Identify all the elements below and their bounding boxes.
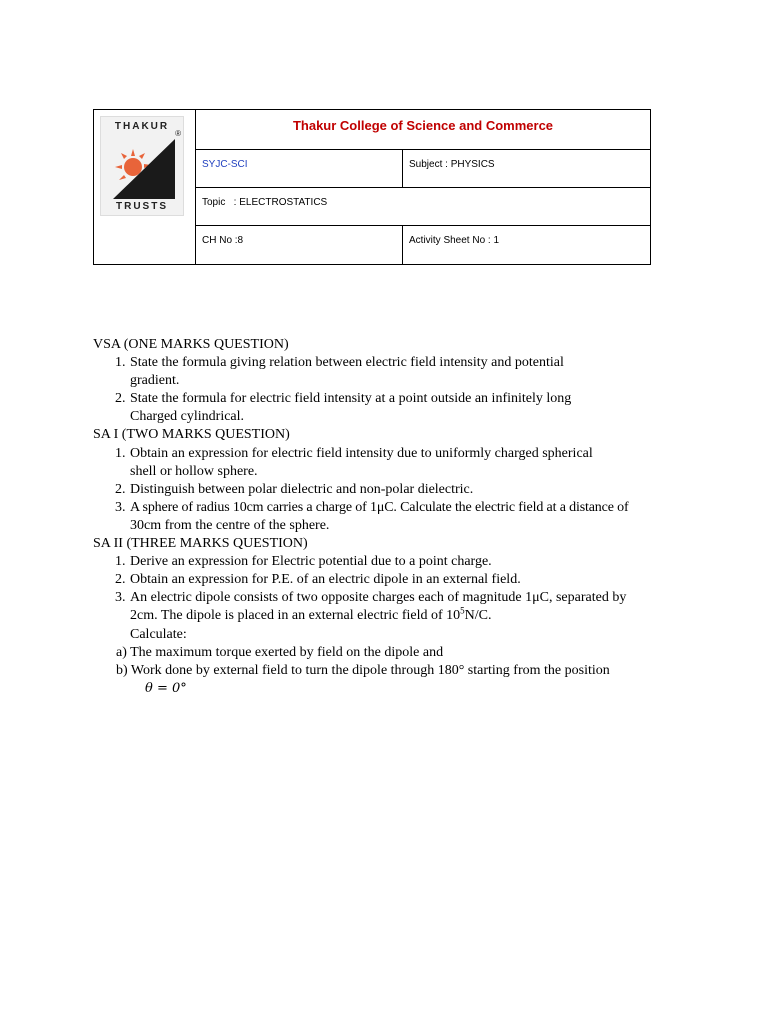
question-text-cont: 30cm from the centre of the sphere. [130, 517, 330, 533]
section-heading-vsa: VSA (ONE MARKS QUESTION) [93, 337, 289, 352]
activity-cell [403, 226, 650, 264]
logo-top-text: THAKUR [114, 121, 170, 132]
thakur-trusts-logo [100, 116, 184, 216]
question-text: State the formula giving relation between electric field intensity and potential [130, 355, 564, 371]
college-name: Thakur College of Science and Commerce [292, 118, 554, 133]
section-heading-sa2: SA II (THREE MARKS QUESTION) [93, 536, 308, 552]
topic-label: Topic : ELECTROSTATICS [202, 197, 328, 208]
calculate-label: Calculate: [130, 626, 187, 642]
topic-cell [196, 188, 650, 225]
subject-label: Subject : PHYSICS [409, 159, 495, 170]
question-item [129, 445, 713, 481]
sub-question-b: b) Work done by external field to turn the dipole through 180° starting from the position [116, 662, 610, 678]
question-text-cont: gradient. [130, 373, 180, 389]
question-text: State the formula for electric field intensity at a point outside an infinitely long [130, 391, 572, 407]
question-item [129, 481, 713, 499]
question-item [129, 390, 713, 426]
vsa-question-list [93, 354, 713, 426]
title-cell [196, 110, 650, 149]
question-item [129, 589, 713, 643]
class-subject-row [196, 150, 650, 188]
question-text: A sphere of radius 10cm carries a charge of 1μC. Calculate the electric field at a distance of [130, 499, 629, 515]
logo-registered-mark: ® [175, 129, 181, 138]
question-item [129, 571, 713, 589]
unit-text: N/C. [464, 608, 492, 624]
question-item [129, 354, 713, 390]
header-table [93, 109, 651, 265]
question-text-cont: Charged cylindrical. [130, 409, 245, 425]
question-text: Distinguish between polar dielectric and non-polar dielectric. [130, 481, 474, 497]
title-row [196, 110, 650, 150]
question-text: Obtain an expression for electric field intensity due to uniformly charged spherical [130, 445, 593, 461]
logo-cell [94, 110, 196, 264]
class-cell [196, 150, 403, 187]
question-text-cont: 2cm. The dipole is placed in an external electric field of 10 [130, 608, 461, 624]
section-heading-sa1: SA I (TWO MARKS QUESTION) [93, 427, 290, 443]
sa2-question-list [93, 553, 713, 643]
class-label: SYJC-SCI [202, 159, 248, 170]
chapter-label: CH No :8 [202, 235, 244, 246]
sub-question-a: a) The maximum torque exerted by field on the dipole and [116, 644, 444, 660]
chapter-cell [196, 226, 403, 264]
chapter-activity-row [196, 226, 650, 264]
question-content [93, 336, 713, 698]
question-text: Derive an expression for Electric potential due to a point charge. [130, 554, 492, 570]
sa1-question-list [93, 445, 713, 535]
question-item [129, 553, 713, 571]
question-text: Obtain an expression for P.E. of an electric dipole in an external field. [130, 572, 521, 588]
logo-bottom-text: TRUSTS [116, 201, 168, 212]
subject-cell [403, 150, 650, 187]
question-item [129, 499, 713, 535]
theta-equation: θ = 0° [145, 680, 187, 696]
topic-row [196, 188, 650, 226]
activity-label: Activity Sheet No : 1 [409, 235, 500, 246]
sun-triangle-icon [107, 135, 179, 201]
exponent: 5 [460, 605, 465, 616]
question-text-cont: shell or hollow sphere. [130, 463, 258, 479]
question-text: An electric dipole consists of two opposite charges each of magnitude 1μC, separated by [130, 590, 627, 606]
